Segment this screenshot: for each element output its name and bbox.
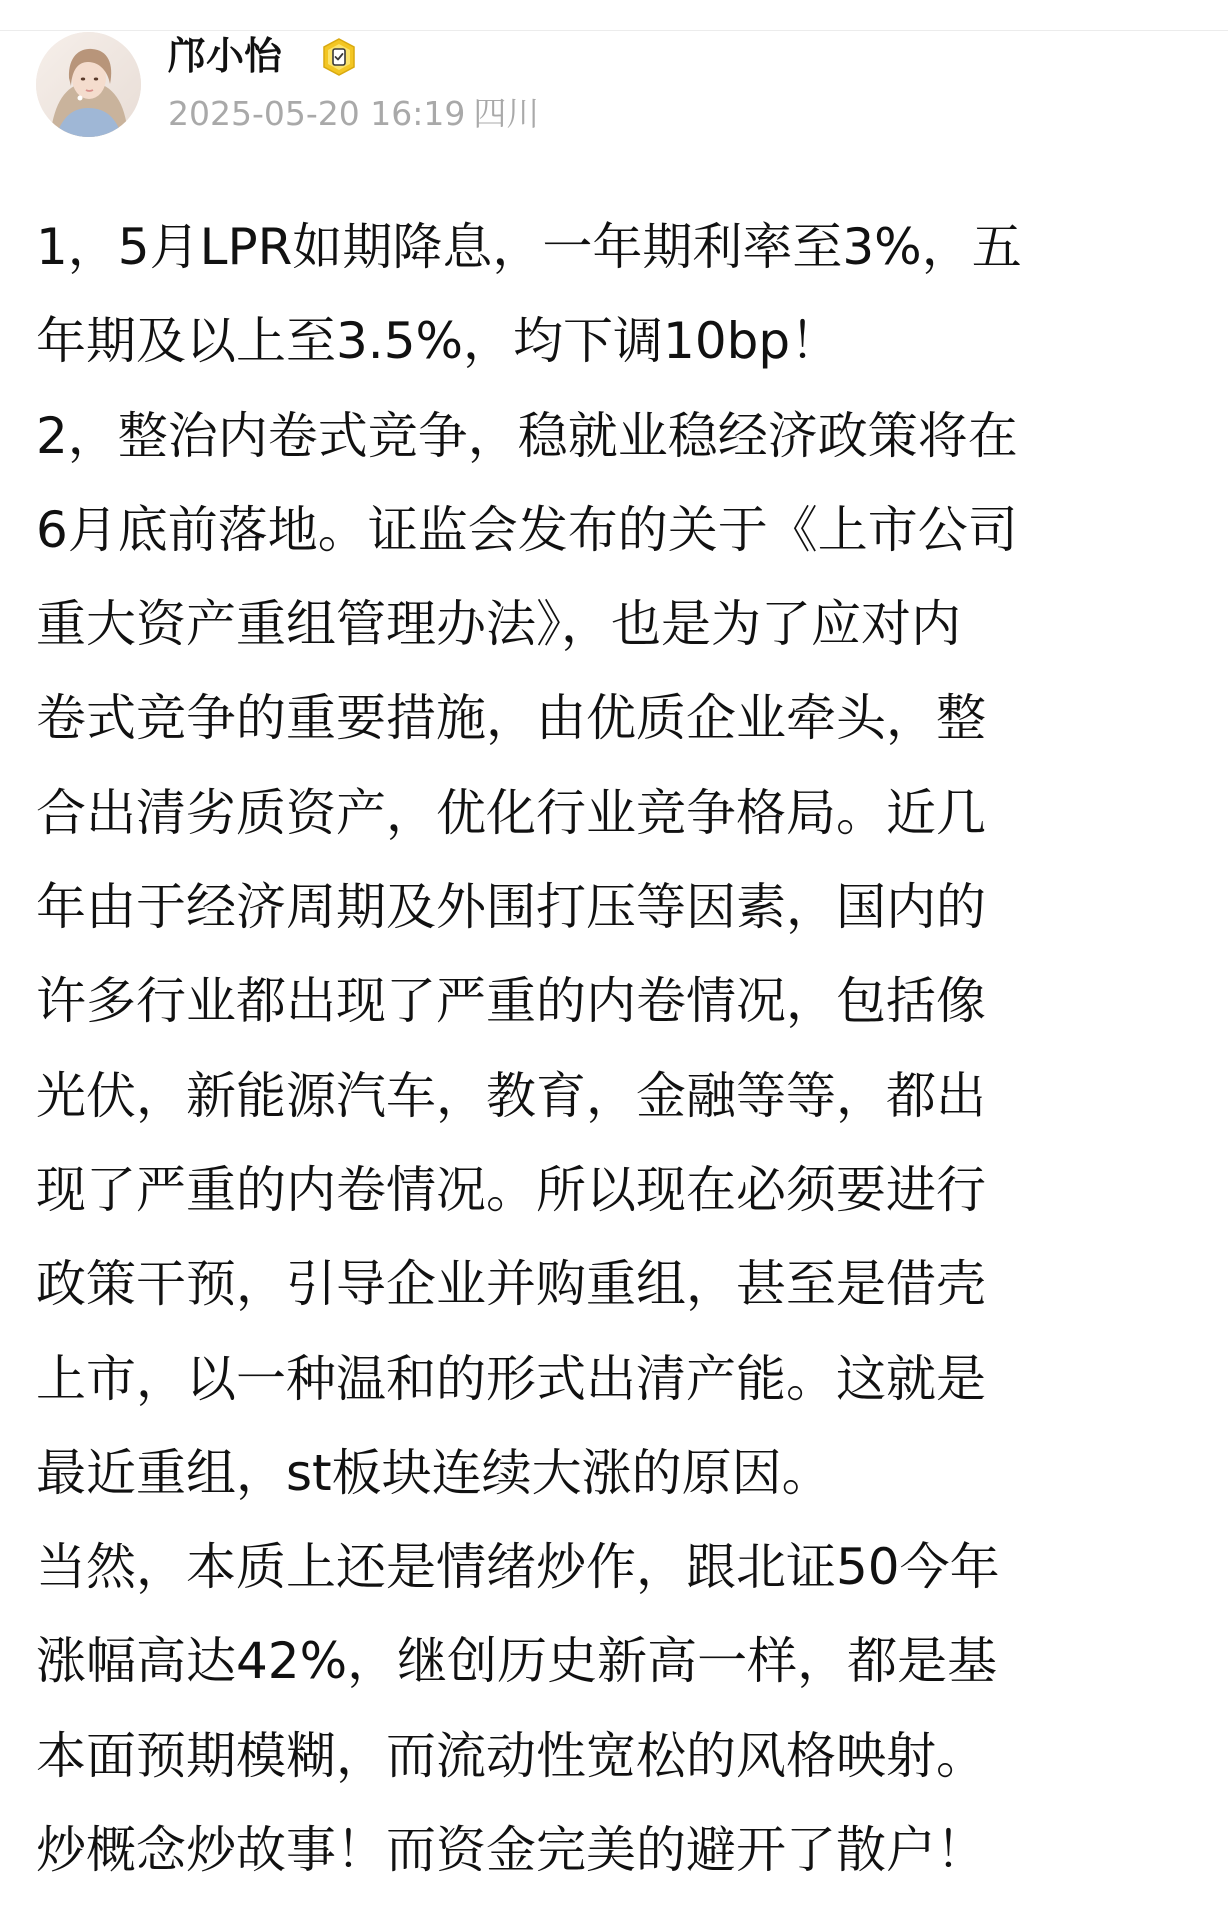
post-paragraph: 2，整治内卷式竞争，稳就业稳经济政策将在 6月底前落地。证监会发布的关于《上市公司 重大资产重组管理办法》，也是为了应对内 卷式竞争的重要措施，由优质企业牵头，整 合出清劣质资产，优化行业竞争格局。近几 年由于经济周期及外围打压等因素，国内的 许多行业都出现了严重的内卷情况，包括像 光伏，新能源汽车，教育，金融等等，都出 现了严重的内卷情况。所以现在必须要进行 政策干预，引导企业并购重组，甚至是借壳 上市，以一种温和的形式出清产能。这就是 最近重组，st板块连续大涨的原因。 xyxy=(36,406,1018,1502)
post-meta xyxy=(168,92,539,136)
author-avatar[interactable] xyxy=(36,32,141,137)
post-header xyxy=(36,30,1186,140)
top-divider xyxy=(0,0,1228,31)
post-paragraph: 当然，本质上还是情绪炒作，跟北证50今年 涨幅高达42%，继创历史新高一样，都是基 本面预期模糊，而流动性宽松的风格映射。 炒概念炒故事！而资金完美的避开了散户！ xyxy=(36,1538,1000,1880)
avatar-photo xyxy=(36,32,141,137)
post-timestamp: 2025-05-20 16:19 xyxy=(168,94,466,133)
author-name[interactable]: 邝小怡 xyxy=(168,34,283,78)
post-location: 四川 xyxy=(473,94,540,133)
post-body xyxy=(36,200,1186,1897)
post-paragraph: 1，5月LPR如期降息，一年期利率至3%，五 年期及以上至3.5%，均下调10bp！ xyxy=(36,218,1022,371)
verified-badge-icon xyxy=(319,37,359,77)
